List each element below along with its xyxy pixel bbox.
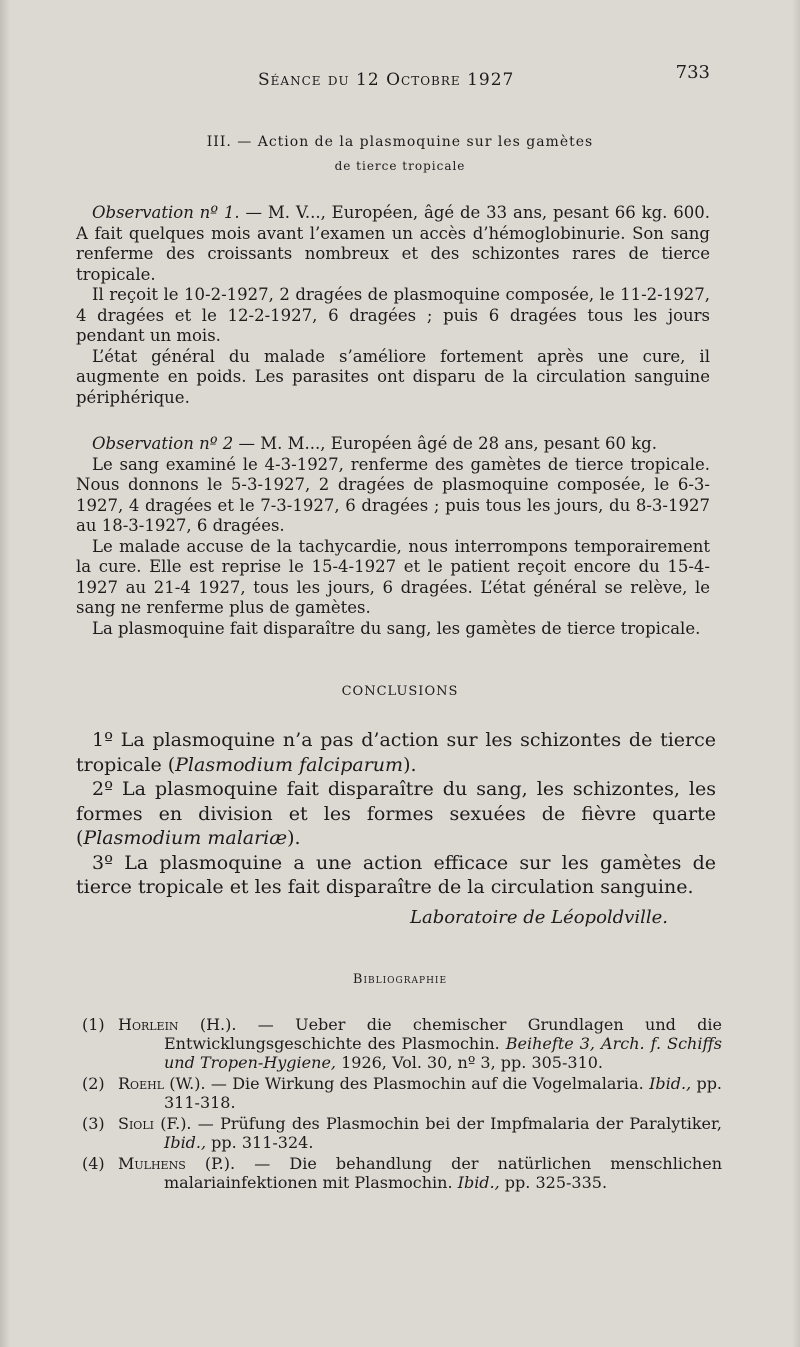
- conclusions-body: [76, 728, 716, 900]
- reference-item: [82, 1154, 722, 1192]
- page-number: 733: [675, 62, 710, 83]
- observation-1-text: — M. V..., Européen, âgé de 33 ans, pesant 66 kg. 600. A fait quelques mois avant l’examen un accès d’hémoglobinurie. Son sang renferme des croissants nombreux et des schizontes rares de tierce tropicale.: [76, 203, 710, 284]
- reference-number: (4): [82, 1154, 105, 1173]
- section-title: [60, 130, 740, 178]
- section-title-line2: de tierce tropicale: [334, 159, 466, 173]
- bibliography-list: [82, 1015, 722, 1194]
- observation-2-label: Observation nº 2: [92, 434, 234, 453]
- reference-number: (3): [82, 1114, 105, 1133]
- reference-number: (1): [82, 1015, 105, 1034]
- reference-text: Horlein (H.). — Ueber die chemischer Grundlagen und die Entwicklungsgeschichte des Plasmochin. Beihefte 3, Arch. f. Schiffs und Tropen-Hygiene, 1926, Vol. 30, nº 3, pp. 305-310.: [118, 1015, 723, 1072]
- bibliography-heading: Bibliographie: [352, 972, 448, 987]
- reference-item: [82, 1015, 722, 1072]
- reference-text: Roehl (W.). — Die Wirkung des Plasmochin auf die Vogelmalaria. Ibid., pp. 311-318.: [118, 1074, 723, 1112]
- running-title: Séance du 12 Octobre 1927: [258, 70, 515, 90]
- conclusion-1-species: Plasmodium falciparum: [175, 753, 404, 776]
- reference-text: Sioli (F.). — Prüfung des Plasmochin bei der Impfmalaria der Paralytiker, Ibid., pp. 311-324.: [118, 1114, 722, 1152]
- reference-number: (2): [82, 1074, 105, 1093]
- page-right-edge: [792, 0, 800, 1347]
- section-title-line1: III. — Action de la plasmoquine sur les gamètes: [206, 134, 594, 150]
- conclusion-2: 2º La plasmoquine fait disparaître du sang, les schizontes, les formes en division et les formes sexuées de fièvre quarte (Plasmodium malariæ).: [76, 778, 716, 849]
- page-header: [70, 62, 710, 92]
- reference-author: Sioli: [118, 1114, 154, 1133]
- conclusion-2-species: Plasmodium malariæ: [83, 827, 288, 849]
- observation-1-paragraph-2: Il reçoit le 10-2-1927, 2 dragées de plasmoquine composée, le 11-2-1927, 4 dragées et le 12-2-1927, 6 dragées ; puis 6 dragées tous les jours pendant un mois.: [76, 285, 710, 345]
- observation-2-paragraph-1: [76, 434, 710, 455]
- reference-author: Mulhens: [118, 1154, 186, 1173]
- reference-author: Roehl: [118, 1074, 164, 1093]
- laboratory-signature: Laboratoire de Léopoldville.: [410, 907, 668, 928]
- conclusion-3: 3º La plasmoquine a une action efficace sur les gamètes de tierce tropicale et les fait disparaître de la circulation sanguine.: [76, 851, 716, 898]
- conclusions-heading: CONCLUSIONS: [341, 684, 459, 699]
- observation-2-paragraph-4: La plasmoquine fait disparaître du sang, les gamètes de tierce tropicale.: [92, 618, 701, 638]
- reference-item: [82, 1074, 722, 1112]
- observation-1: [76, 203, 710, 408]
- page-left-edge: [0, 0, 10, 1347]
- reference-author: Horlein: [118, 1015, 179, 1034]
- conclusion-1: 1º La plasmoquine n’a pas d’action sur les schizontes de tierce tropicale (Plasmodium falciparum).: [76, 729, 716, 776]
- observation-2-paragraph-2: Le sang examiné le 4-3-1927, renferme des gamètes de tierce tropicale. Nous donnons le 5-3-1927, 2 dragées de plasmoquine composée, le 6-3-1927, 4 dragées et le 7-3-1927, 6 dragées ; puis tous les jours, du 8-3-1927 au 18-3-1927, 6 dragées.: [76, 454, 710, 535]
- observation-2-paragraph-3: Le malade accuse de la tachycardie, nous interrompons temporairement la cure. Elle est reprise le 15-4-1927 et le patient reçoit encore du 15-4-1927 au 21-4 1927, tous les jours, 6 dragées. L’état général se relève, le sang ne renferme plus de gamètes.: [76, 536, 710, 617]
- observation-2-text: — M. M..., Européen âgé de 28 ans, pesant 60 kg.: [233, 434, 657, 453]
- reference-text: Mulhens (P.). — Die behandlung der natürlichen menschlichen malariainfektionen mit Plasmochin. Ibid., pp. 325-335.: [118, 1154, 722, 1192]
- reference-item: [82, 1114, 722, 1152]
- observation-1-label: Observation nº 1.: [92, 203, 240, 222]
- observation-2: [76, 434, 710, 639]
- observation-1-paragraph-3: L’état général du malade s’améliore fortement après une cure, il augmente en poids. Les parasites ont disparu de la circulation sanguine périphérique.: [76, 346, 710, 407]
- observation-1-paragraph-1: [76, 203, 710, 285]
